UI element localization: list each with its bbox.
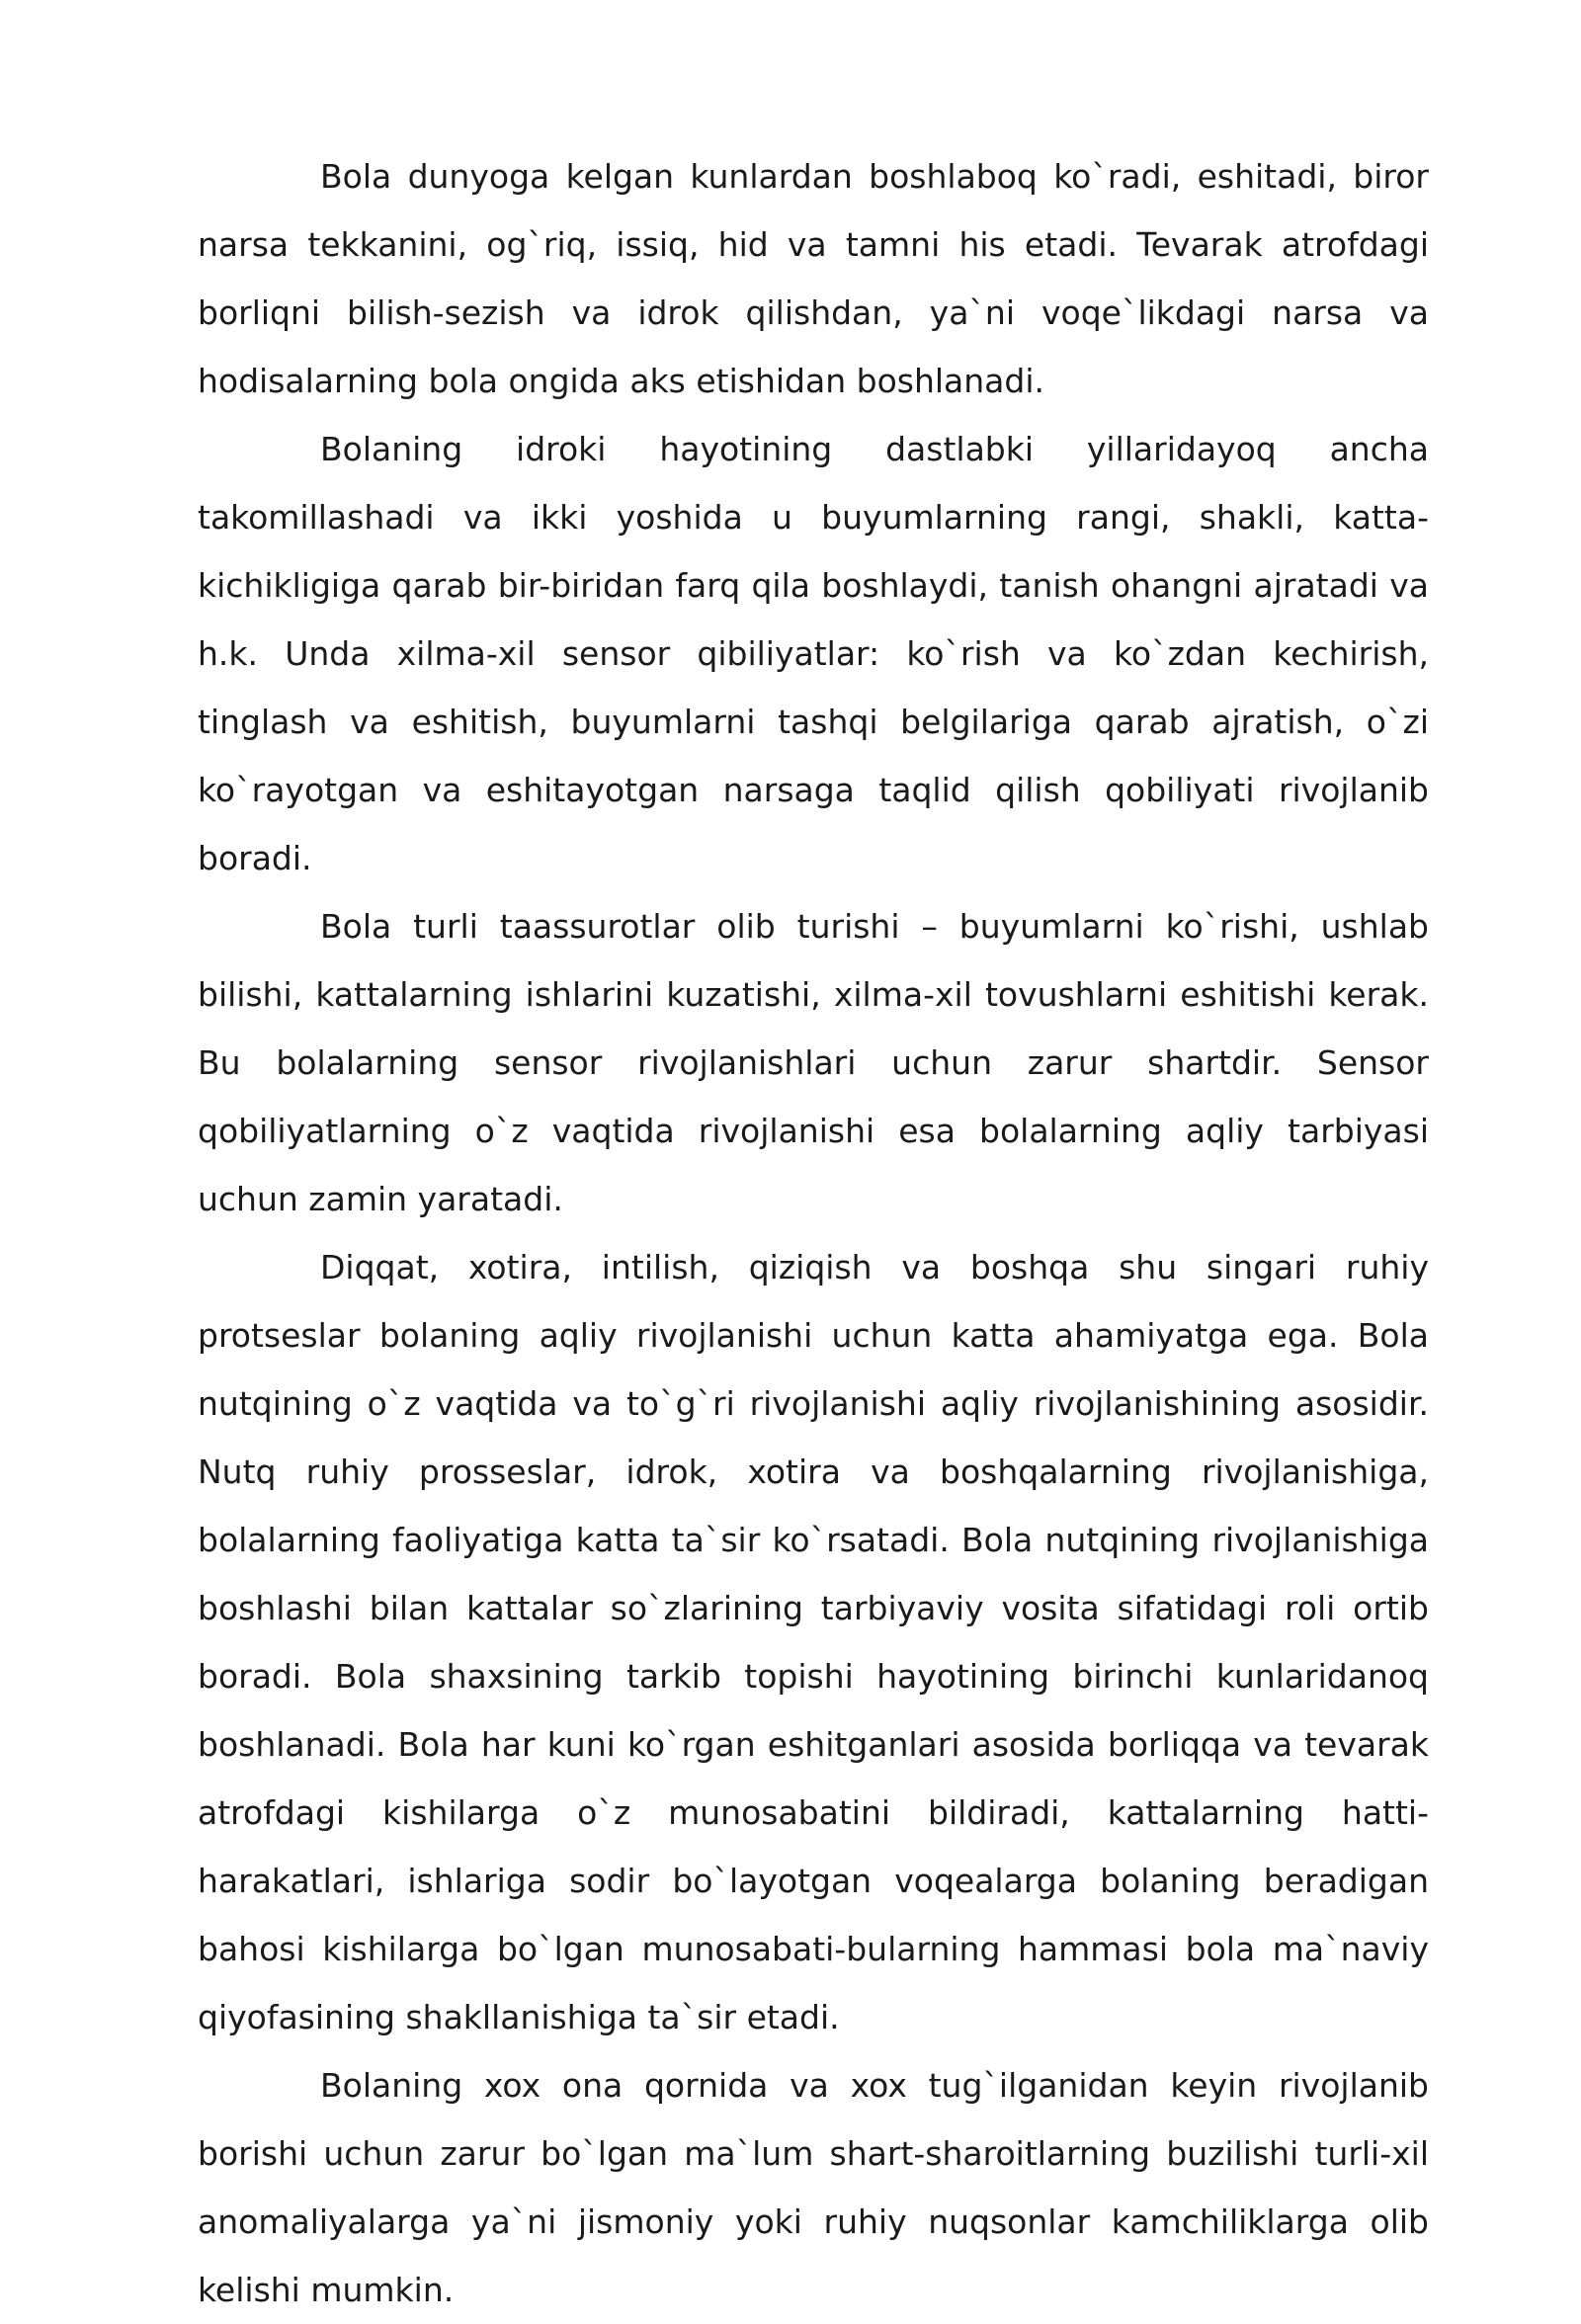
body-text xyxy=(198,142,1429,2324)
paragraph-5: Bolaning xox ona qornida va xox tug`ilganidan keyin rivojlanib borishi uchun zarur bo`lgan ma`lum shart-sharoitlarning buzilishi turli-xil anomaliyalarga ya`ni jismoniy yoki ruhiy nuqsonlar kamchiliklarga olib kelishi mumkin. xyxy=(198,2066,1429,2309)
paragraph-4: Diqqat, xotira, intilish, qiziqish va boshqa shu singari ruhiy protseslar bolaning aqliy rivojlanishi uchun katta ahamiyatga ega. Bola nutqining o`z vaqtida va to`g`ri rivojlanishi aqliy rivojlanishining asosidir. Nutq ruhiy prosseslar, idrok, xotira va boshqalarning rivojlanishiga, bolalarning faoliyatiga katta ta`sir ko`rsatadi. Bola nutqining rivojlanishiga boshlashi bilan kattalar so`zlarining tarbiyaviy vosita sifatidagi roli ortib boradi. Bola shaxsining tarkib topishi hayotining birinchi kunlaridanoq boshlanadi. Bola har kuni ko`rgan eshitganlari asosida borliqqa va tevarak atrofdagi kishilarga o`z munosabatini bildiradi, kattalarning hatti-harakatlari, ishlariga sodir bo`layotgan voqealarga bolaning beradigan bahosi kishilarga bo`lgan munosabati-bularning hammasi bola ma`naviy qiyofasining shakllanishiga ta`sir etadi. xyxy=(198,1248,1429,2036)
paragraph-3: Bola turli taassurotlar olib turishi – buyumlarni ko`rishi, ushlab bilishi, kattalarning ishlarini kuzatishi, xilma-xil tovushlarni eshitishi kerak. Bu bolalarning sensor rivojlanishlari uchun zarur shartdir. Sensor qobiliyatlarning o`z vaqtida rivojlanishi esa bolalarning aqliy tarbiyasi uchun zamin yaratadi. xyxy=(198,907,1429,1218)
paragraph-2: Bolaning idroki hayotining dastlabki yillaridayoq ancha takomillashadi va ikki yoshida u buyumlarning rangi, shakli, katta-kichikligiga qarab bir-biridan farq qila boshlaydi, tanish ohangni ajratadi va h.k. Unda xilma-xil sensor qibiliyatlar: ko`rish va ko`zdan kechirish, tinglash va eshitish, buyumlarni tashqi belgilariga qarab ajratish, o`zi ko`rayotgan va eshitayotgan narsaga taqlid qilish qobiliyati rivojlanib boradi. xyxy=(198,430,1429,877)
paragraph-1: Bola dunyoga kelgan kunlardan boshlaboq ko`radi, eshitadi, biror narsa tekkanini, og`riq, issiq, hid va tamni his etadi. Tevarak atrofdagi borliqni bilish-sezish va idrok qilishdan, ya`ni voqe`likdagi narsa va hodisalarning bola ongida aks etishidan boshlanadi. xyxy=(198,157,1429,400)
